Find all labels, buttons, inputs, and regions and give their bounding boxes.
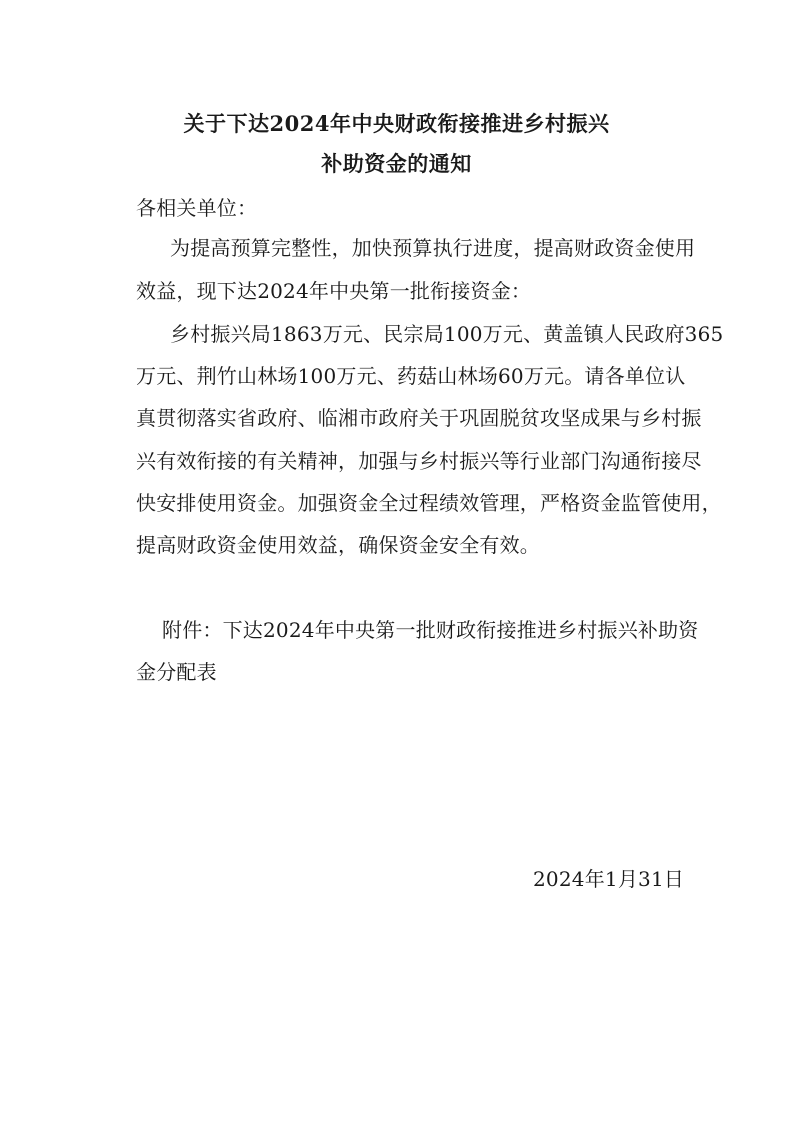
paragraph-2-line-2: 万元、荆竹山林场100万元、药菇山林场60万元。请各单位认 [136,364,686,388]
paragraph-1-line-1: 为提高预算完整性，加快预算执行进度，提高财政资金使用 [170,236,696,260]
salutation: 各相关单位： [136,196,258,220]
paragraph-2-line-6: 提高财政资金使用效益，确保资金安全有效。 [136,533,540,557]
paragraph-2-line-4: 兴有效衔接的有关精神，加强与乡村振兴等行业部门沟通衔接尽 [136,449,702,473]
attachment-line-2: 金分配表 [136,660,217,684]
paragraph-2-line-5: 快安排使用资金。加强资金全过程绩效管理，严格资金监管使用， [136,491,722,515]
attachment-line-1: 附件：下达2024年中央第一批财政衔接推进乡村振兴补助资 [162,618,699,642]
paragraph-1-line-2: 效益，现下达2024年中央第一批衔接资金： [136,279,532,303]
paragraph-2-line-1: 乡村振兴局1863万元、民宗局100万元、黄盖镇人民政府365 [170,322,724,346]
document-title-line-1: 关于下达2024年中央财政衔接推进乡村振兴 [183,111,610,136]
document-date: 2024年1月31日 [533,867,685,891]
document-title-line-2: 补助资金的通知 [321,151,472,176]
paragraph-2-line-3: 真贯彻落实省政府、临湘市政府关于巩固脱贫攻坚成果与乡村振 [136,406,702,430]
